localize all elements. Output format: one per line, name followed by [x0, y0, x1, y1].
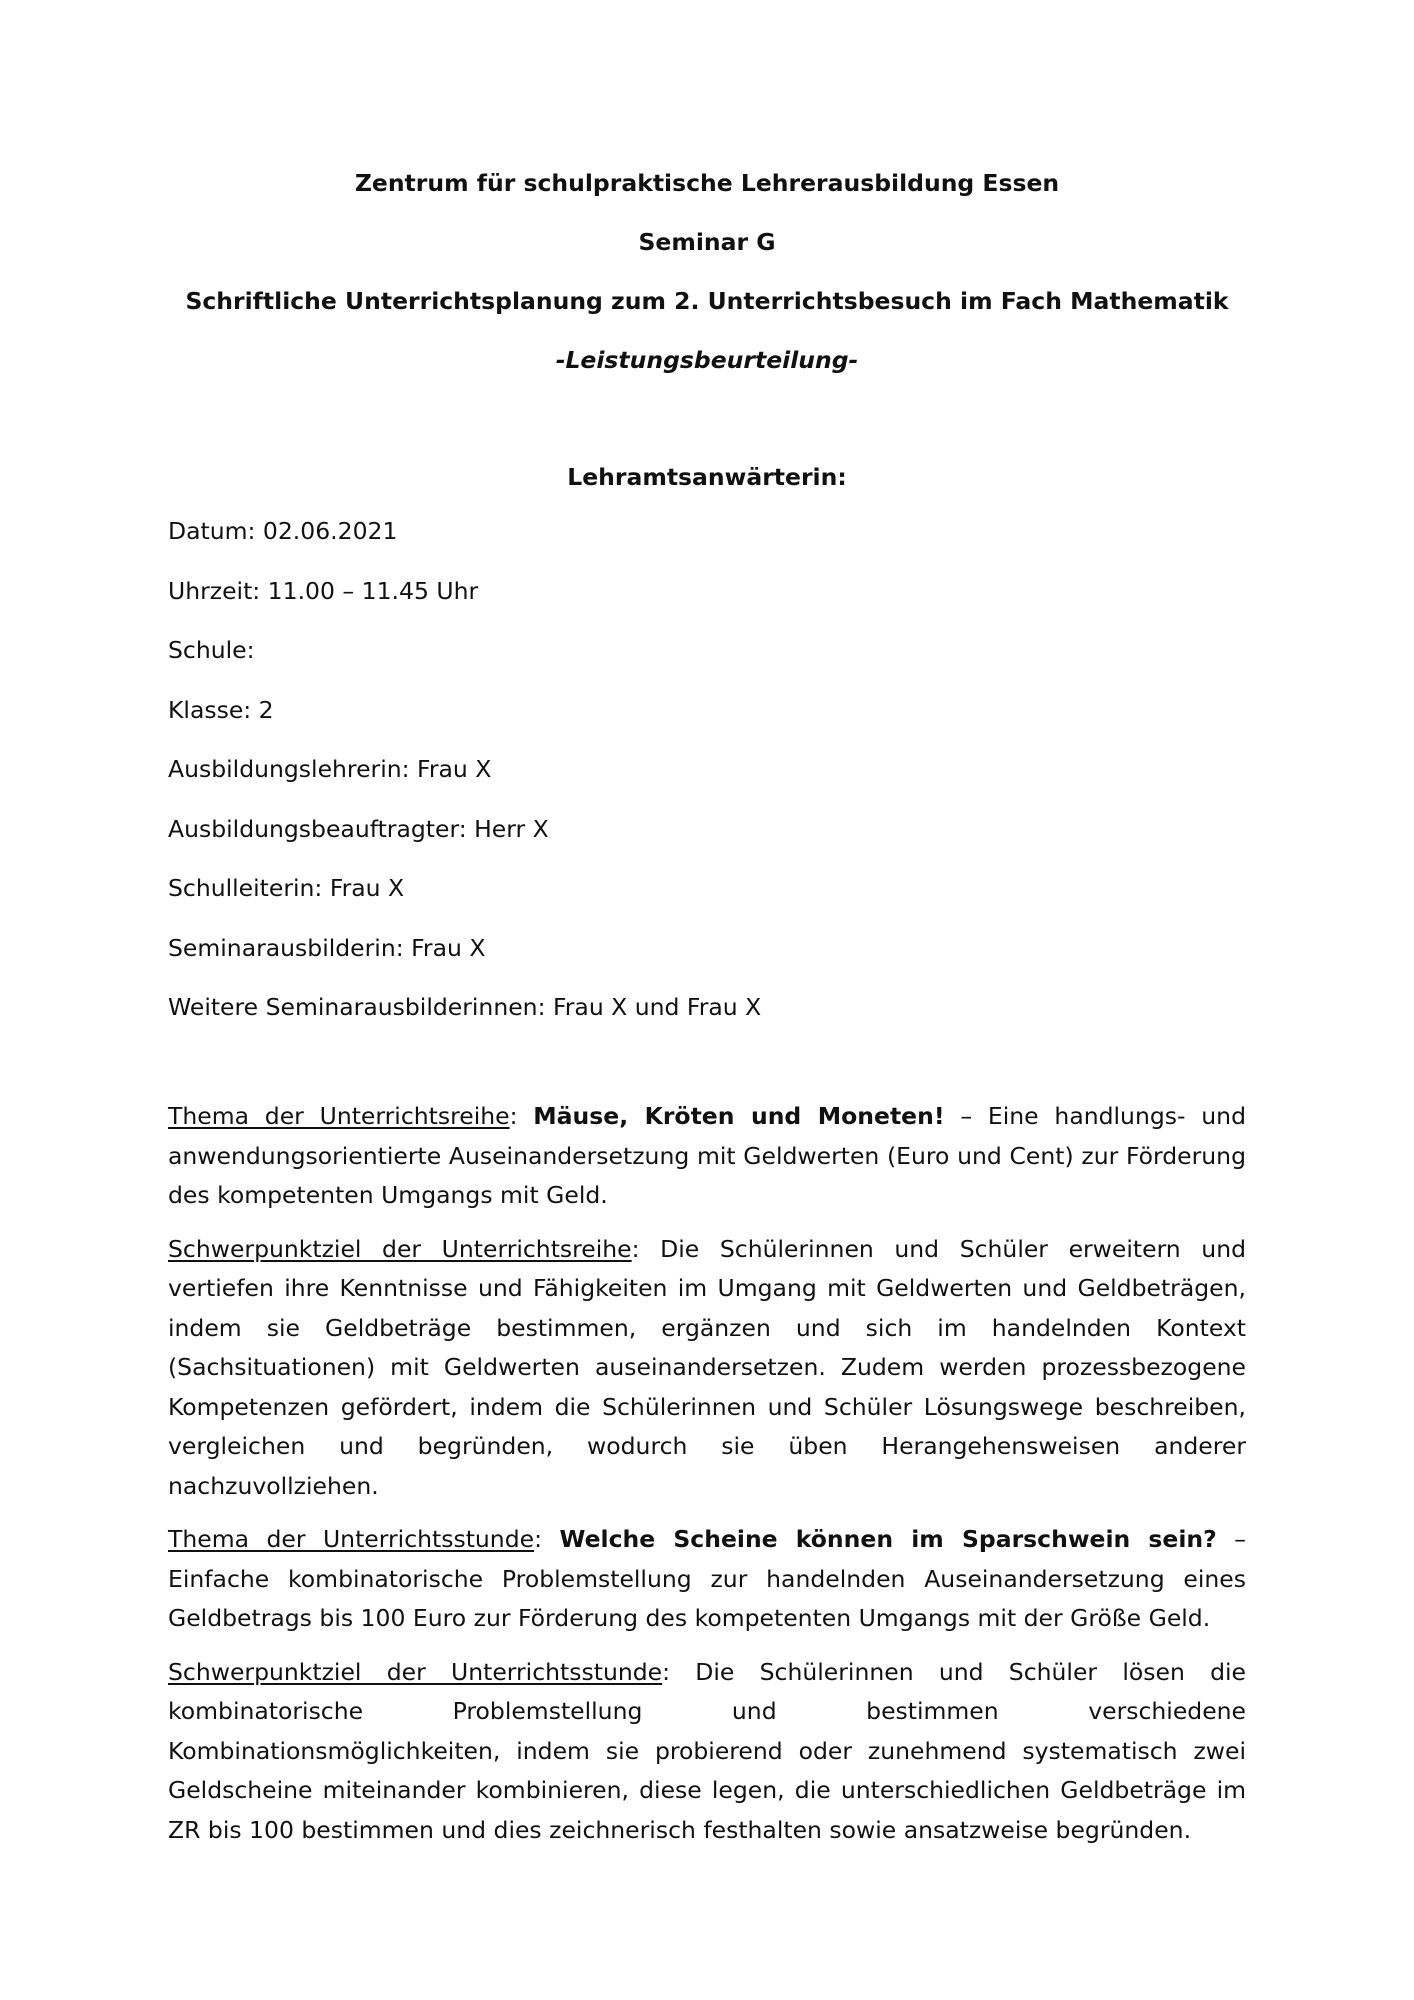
seminar-name: Seminar G [638, 228, 776, 256]
detail-time: Uhrzeit: 11.00 – 11.45 Uhr [168, 576, 479, 605]
detail-principal: Schulleiterin: Frau X [168, 874, 405, 902]
lesson-goal-text: Die Schülerinnen und Schüler lösen die kombinatorische Problemstellung und bestimmen verschiedene Kombinationsmöglichkeiten, indem sie probierend oder zunehmend systematisch zwei Geldscheine miteinander kombinieren, diese legen, die unterschiedlichen Geldbeträge im ZR bis 100 bestimmen und dies zeichnerisch festhalten sowie ansatzweise begründen. [168, 1657, 1247, 1844]
lesson-topic-separator: : [534, 1525, 560, 1553]
planning-title: Schriftliche Unterrichtsplanung zum 2. Unterrichtsbesuch im Fach Mathematik [185, 287, 1229, 315]
content-sections [168, 1097, 1246, 1850]
detail-training-teacher: Ausbildungslehrerin: Frau X [168, 755, 492, 783]
document-header [168, 168, 1246, 375]
series-goal-paragraph [168, 1230, 1246, 1507]
series-goal-label: Schwerpunktziel der Unterrichtsreihe [168, 1234, 632, 1263]
planning-subtitle: -Leistungsbeurteilung- [555, 346, 859, 374]
lesson-goal-label: Schwerpunktziel der Unterrichtsstunde [168, 1657, 663, 1686]
detail-date: Datum: 02.06.2021 [168, 517, 398, 545]
series-topic-text: – Eine handlungs- und anwendungsorientierte Auseinandersetzung mit Geldwerten (Euro und Cent) zur Förderung des kompetenten Umgangs mit Geld. [168, 1102, 1246, 1209]
detail-seminar-trainer: Seminarausbilderin: Frau X [168, 933, 486, 962]
series-topic-paragraph [168, 1097, 1246, 1216]
lesson-goal-paragraph [168, 1653, 1246, 1851]
trainee-label: Lehramtsanwärterin: [567, 463, 847, 491]
detail-further-trainers: Weitere Seminarausbilderinnen: Frau X und Frau X [168, 993, 762, 1021]
lesson-topic-text: – Einfache kombinatorische Problemstellung zur handelnden Auseinandersetzung eines Geldbetrags bis 100 Euro zur Förderung des kompetenten Umgangs mit der Größe Geld. [168, 1525, 1247, 1632]
lesson-topic-title: Welche Scheine können im Sparschwein sein? [559, 1525, 1217, 1553]
lesson-topic-paragraph [168, 1520, 1246, 1639]
institution-name: Zentrum für schulpraktische Lehrerausbildung Essen [354, 169, 1060, 197]
series-goal-separator: : [631, 1234, 661, 1263]
lesson-topic-label: Thema der Unterrichtsstunde [168, 1525, 535, 1553]
lesson-goal-separator: : [662, 1657, 696, 1686]
details-list [168, 516, 1246, 1022]
series-topic-title: Mäuse, Kröten und Moneten! [533, 1102, 945, 1130]
series-topic-separator: : [509, 1102, 534, 1130]
detail-school: Schule: [168, 636, 255, 664]
detail-class: Klasse: 2 [168, 695, 274, 724]
series-topic-label: Thema der Unterrichtsreihe [168, 1102, 510, 1130]
series-goal-text: Die Schülerinnen und Schüler erweitern und vertiefen ihre Kenntnisse und Fähigkeiten im Umgang mit Geldwerten und Geldbeträgen, indem sie Geldbeträge bestimmen, ergänzen und sich im handelnden Kontext (Sachsituationen) mit Geldwerten auseinandersetzen. Zudem werden prozessbezogene Kompetenzen gefördert, indem die Schülerinnen und Schüler Lösungswege beschreiben, vergleichen und begründen, wodurch sie üben Herangehensweisen anderer nachzuvollziehen. [168, 1234, 1247, 1500]
detail-training-officer: Ausbildungsbeauftragter: Herr X [168, 814, 549, 843]
